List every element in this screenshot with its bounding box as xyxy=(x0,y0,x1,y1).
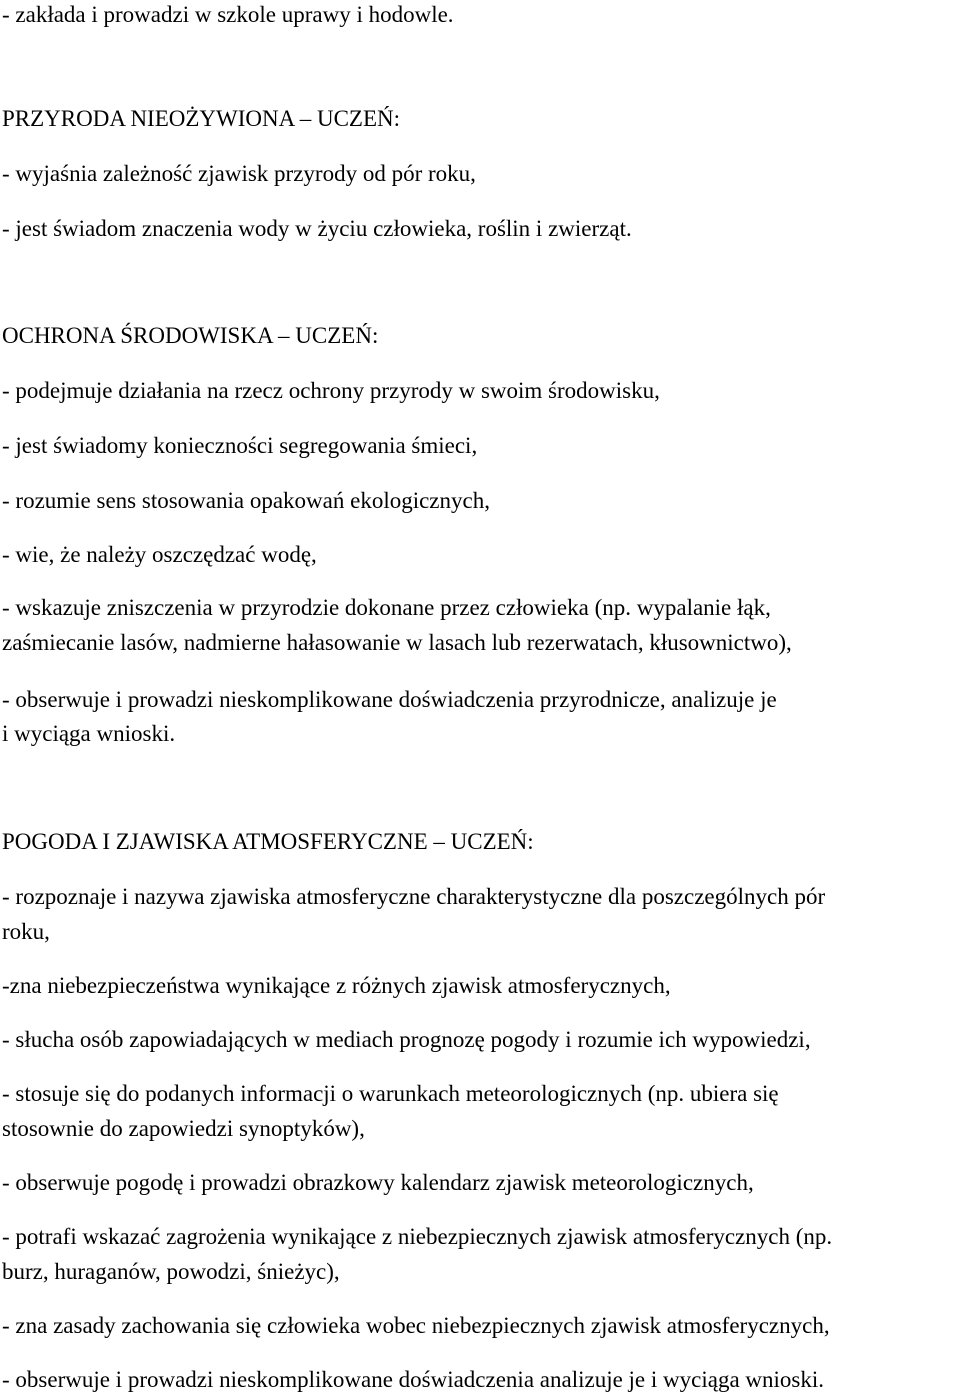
text-line: -zna niebezpieczeństwa wynikające z różnych zjawisk atmosferycznych, xyxy=(2,973,671,998)
text-line: - podejmuje działania na rzecz ochrony przyrody w swoim środowisku, xyxy=(2,378,660,403)
text-line: - potrafi wskazać zagrożenia wynikające z niebezpiecznych zjawisk atmosferycznych (np. xyxy=(2,1224,833,1249)
text-line: - stosuje się do podanych informacji o warunkach meteorologicznych (np. ubiera się xyxy=(2,1081,779,1106)
text-line: - wie, że należy oszczędzać wodę, xyxy=(2,542,317,567)
text-line: burz, huraganów, powodzi, śnieżyc), xyxy=(2,1259,340,1284)
section-heading-ochrona: OCHRONA ŚRODOWISKA – UCZEŃ: xyxy=(2,323,379,348)
text-line: - rozpoznaje i nazywa zjawiska atmosferyczne charakterystyczne dla poszczególnych pór xyxy=(2,884,826,909)
text-line: - jest świadom znaczenia wody w życiu człowieka, roślin i zwierząt. xyxy=(2,216,632,241)
text-line: zaśmiecanie lasów, nadmierne hałasowanie w lasach lub rezerwatach, kłusownictwo), xyxy=(2,630,792,655)
text-line: - zakłada i prowadzi w szkole uprawy i hodowle. xyxy=(2,2,454,27)
section-heading-nieozywiona: PRZYRODA NIEOŻYWIONA – UCZEŃ: xyxy=(2,106,401,131)
text-line: - wskazuje zniszczenia w przyrodzie dokonane przez człowieka (np. wypalanie łąk, xyxy=(2,595,771,620)
text-line: - rozumie sens stosowania opakowań ekologicznych, xyxy=(2,488,490,513)
text-line: - obserwuje i prowadzi nieskomplikowane doświadczenia przyrodnicze, analizuje je xyxy=(2,687,777,712)
text-line: stosownie do zapowiedzi synoptyków), xyxy=(2,1116,365,1141)
text-line: - zna zasady zachowania się człowieka wobec niebezpiecznych zjawisk atmosferycznych, xyxy=(2,1313,830,1338)
text-line: i wyciąga wnioski. xyxy=(2,721,176,746)
text-line: - wyjaśnia zależność zjawisk przyrody od pór roku, xyxy=(2,161,476,186)
text-line: - obserwuje i prowadzi nieskomplikowane doświadczenia analizuje je i wyciąga wnioski. xyxy=(2,1367,824,1392)
text-line: - obserwuje pogodę i prowadzi obrazkowy kalendarz zjawisk meteorologicznych, xyxy=(2,1170,754,1195)
text-line: roku, xyxy=(2,919,50,944)
text-line: - słucha osób zapowiadających w mediach prognozę pogody i rozumie ich wypowiedzi, xyxy=(2,1027,811,1052)
text-line: - jest świadomy konieczności segregowania śmieci, xyxy=(2,433,478,458)
section-heading-pogoda: POGODA I ZJAWISKA ATMOSFERYCZNE – UCZEŃ: xyxy=(2,829,534,854)
